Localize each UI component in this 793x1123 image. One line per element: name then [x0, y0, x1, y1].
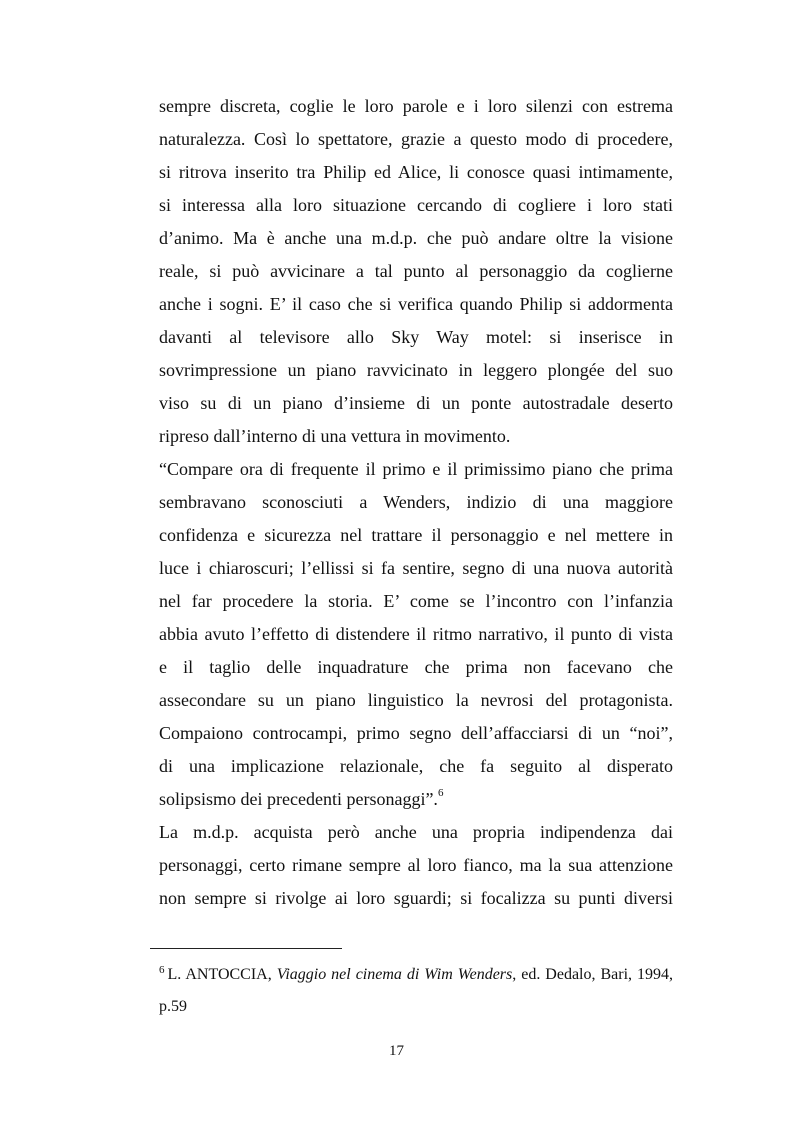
body-line-17: abbia avuto l’effetto di distendere il ritmo narrativo, il punto di vista — [159, 624, 673, 644]
footnote-title: Viaggio nel cinema di Wim Wenders — [276, 966, 513, 983]
body-line-20: Compaiono controcampi, primo segno dell’affacciarsi di un “noi”, — [159, 723, 673, 743]
footnote-number: 6 — [159, 964, 165, 976]
footnote-line-1 — [159, 965, 673, 987]
body-line-1: sempre discreta, coglie le loro parole e i loro silenzi con estrema — [159, 96, 673, 116]
footnote-separator — [150, 948, 342, 949]
body-line-18: e il taglio delle inquadrature che prima non facevano che — [159, 657, 673, 677]
body-line-8: davanti al televisore allo Sky Way motel: si inserisce in — [159, 327, 673, 347]
body-line-23: La m.d.p. acquista però anche una propria indipendenza dai — [159, 822, 673, 842]
body-line-16: nel far procedere la storia. E’ come se l’incontro con l’infanzia — [159, 591, 673, 611]
body-line-25: non sempre si rivolge ai loro sguardi; si focalizza su punti diversi — [159, 888, 673, 908]
body-line-6: reale, si può avvicinare a tal punto al personaggio da coglierne — [159, 261, 673, 281]
body-line-11: ripreso dall’interno di una vettura in movimento. — [159, 426, 511, 446]
body-line-3: si ritrova inserito tra Philip ed Alice, li conosce quasi intimamente, — [159, 162, 673, 182]
body-line-22-text: solipsismo dei precedenti personaggi”. — [159, 789, 438, 809]
body-line-15: luce i chiaroscuri; l’ellissi si fa sentire, segno di una nuova autorità — [159, 558, 673, 578]
body-line-2: naturalezza. Così lo spettatore, grazie a questo modo di procedere, — [159, 129, 673, 149]
body-line-12: “Compare ora di frequente il primo e il primissimo piano che prima — [159, 459, 673, 479]
body-line-13: sembravano sconosciuti a Wenders, indizio di una maggiore — [159, 492, 673, 512]
page-number: 17 — [389, 1043, 404, 1059]
body-line-24: personaggi, certo rimane sempre al loro fianco, ma la sua attenzione — [159, 855, 673, 875]
body-line-7: anche i sogni. E’ il caso che si verifica quando Philip si addormenta — [159, 294, 673, 314]
body-line-21: di una implicazione relazionale, che fa seguito al disperato — [159, 756, 673, 776]
body-line-9: sovrimpressione un piano ravvicinato in leggero plongée del suo — [159, 360, 673, 380]
body-line-19: assecondare su un piano linguistico la nevrosi del protagonista. — [159, 690, 673, 710]
body-line-5: d’animo. Ma è anche una m.d.p. che può andare oltre la visione — [159, 228, 673, 248]
footnote-reference[interactable]: 6 — [437, 787, 444, 799]
body-line-22 — [159, 789, 673, 811]
footnote-rest: , ed. Dedalo, Bari, 1994, — [512, 966, 674, 983]
footnote-author: L. ANTOCCIA, — [167, 966, 272, 983]
body-line-14: confidenza e sicurezza nel trattare il personaggio e nel mettere in — [159, 525, 673, 545]
footnote-line-2: p.59 — [159, 998, 187, 1015]
body-line-4: si interessa alla loro situazione cercando di cogliere i loro stati — [159, 195, 673, 215]
body-line-10: viso su di un piano d’insieme di un ponte autostradale deserto — [159, 393, 673, 413]
